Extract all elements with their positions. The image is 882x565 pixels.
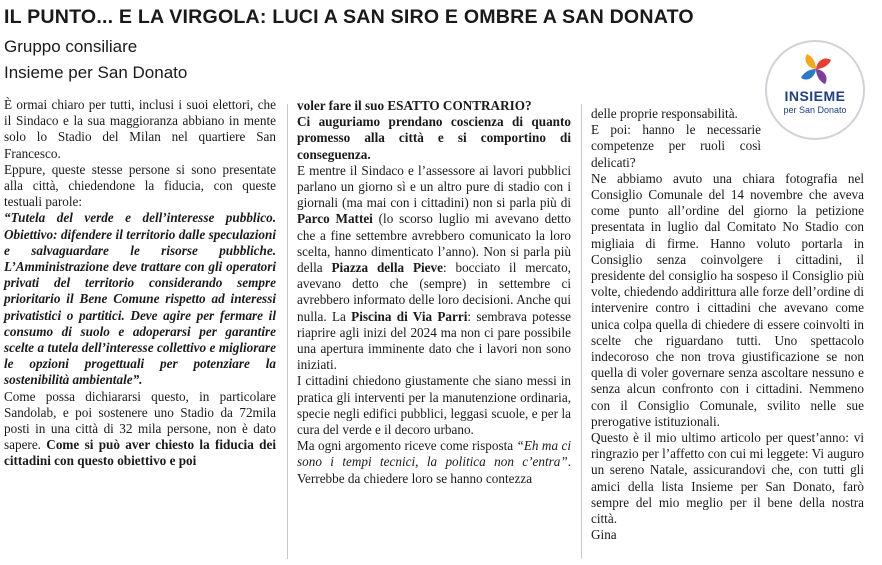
column-divider (581, 104, 582, 559)
paragraph: Eppure, queste stesse persone si sono presentate alla città, chiedendone la fiducia, con queste testuali parole: (4, 161, 276, 210)
column-1 (4, 97, 276, 470)
text: : sembrava potesse riaprire agli inizi del 2024 ma non ci pare possibile una apertura imminente dato che i lavori non sono iniziati. (297, 308, 572, 373)
text: Come possa dichiararsi questo, in particolare Sandolab, e poi sostenere uno Stadio da 72mila posti in una città di 32 mila persone, non è dato sapere. (4, 388, 276, 453)
place-name: Piscina di Via Parri (351, 308, 468, 324)
manifesto-quote: “Tutela del verde e dell’interesse pubblico. Obiettivo: difendere il territorio dalle speculazioni e salvaguardare le risorse pubbliche. L’Amministrazione deve trattare con gli operatori privati del territorio considerando sempre prioritario il Bene Comune rispetto ad interessi privatistici o partitici. Deve agire per fermare il consumo di suolo e adoperarsi per garantire scelte a tutela dell’interesse collettivo e migliorare le opzioni progettuali per potenziare la sostenibilità ambientale”. (4, 210, 276, 388)
place-name: Parco Mattei (297, 211, 373, 227)
place-name: Piazza della Pieve (331, 260, 443, 276)
paragraph: E poi: hanno le necessarie competenze per ruoli così delicati? (591, 122, 761, 170)
text: . Verrebbe da chiedere loro se hanno contezza (297, 454, 571, 486)
bold-text: Ci auguriamo prendano coscienza di quanto promesso alla città e si comportino di conseguenza. (297, 114, 571, 162)
paragraph: I cittadini chiedono giustamente che siano messi in pratica gli interventi per la manutenzione ordinaria, specie negli edifici pubblici, leggasi scuole, e per la cura del verde e il decoro urbano. (297, 373, 571, 438)
flower-icon (797, 50, 835, 88)
headline: IL PUNTO... E LA VIRGOLA: LUCI A SAN SIRO E OMBRE A SAN DONATO (4, 6, 694, 28)
paragraph: delle proprie responsabilità. (591, 106, 738, 121)
paragraph (297, 438, 571, 487)
signature: Gina (591, 527, 617, 543)
text: E mentre il Sindaco e l’assessore ai lavori pubblici parlano un giorno sì e un altro pure di stadio con i giornali (ma mai con i cittadini) non si parla più di (297, 162, 571, 211)
paragraph: Questo è il mio ultimo articolo per quest’anno: vi ringrazio per l’affetto con cui mi leggete: Vi auguro un sereno Natale, assicurandovi che, con tutti gli amici della lista Insieme per San Donato, farò sempre del mio meglio per il bene della nostra città. (591, 430, 864, 527)
text: : bocciato il mercato, avevano detto che (sempre) in settembre ci avrebbero informato delle loro decisioni. Anche qui nulla. La (297, 260, 571, 324)
logo-word: INSIEME (784, 88, 846, 104)
bold-text: voler fare il suo ESATTO CONTRARIO? (297, 98, 532, 113)
bold-text: Come si può aver chiesto la fiducia dei cittadini con questo obiettivo e poi (4, 437, 276, 469)
text: Ma ogni argomento riceve come risposta (297, 438, 517, 454)
paragraph (297, 163, 571, 374)
byline-party: Insieme per San Donato (4, 63, 188, 82)
column-divider (287, 104, 288, 559)
text: (lo scorso luglio mi avevano detto che a fine settembre avrebbero comunicato la loro scelta, hanno dimenticato l’anno). Non si parla più della (297, 211, 571, 276)
paragraph: Ne abbiamo avuto una chiara fotografia nel Consiglio Comunale del 14 novembre che aveva come punto all’ordine del giorno la petizione presentata in luglio dal Comitato No Stadio con migliaia di firme. Hanno voluto portarla in Consiglio senza coinvolgere i cittadini, il presidente del consiglio ha sospeso il Consiglio più volte, chiedendo addirittura alle forze dell’ordine di intervenire contro i cittadini che avevano come unica colpa quella di chiedere di essere coinvolti in scelte che riguardano tutti. Uno spettacolo indecoroso che non trova giustificazione se non quella di voler governare senza ascoltare nessuno e senza alcun confronto con i cittadini. Nemmeno con il Consiglio Comunale, svilito nelle sue prerogative istituzionali. (591, 170, 864, 429)
logo-subtitle: per San Donato (783, 105, 847, 115)
paragraph: È ormai chiaro per tutti, inclusi i suoi elettori, che il Sindaco e la sua maggioranza abbiano in mente solo lo Stadio del Milan nel quartiere San Francesco. (4, 97, 276, 161)
italic-quote: “Eh ma ci sono i tempi tecnici, la politica non c’entra” (297, 438, 571, 470)
paragraph (4, 389, 276, 470)
column-3 (591, 106, 864, 543)
byline-group: Gruppo consiliare (4, 37, 138, 56)
column-2 (297, 98, 571, 487)
